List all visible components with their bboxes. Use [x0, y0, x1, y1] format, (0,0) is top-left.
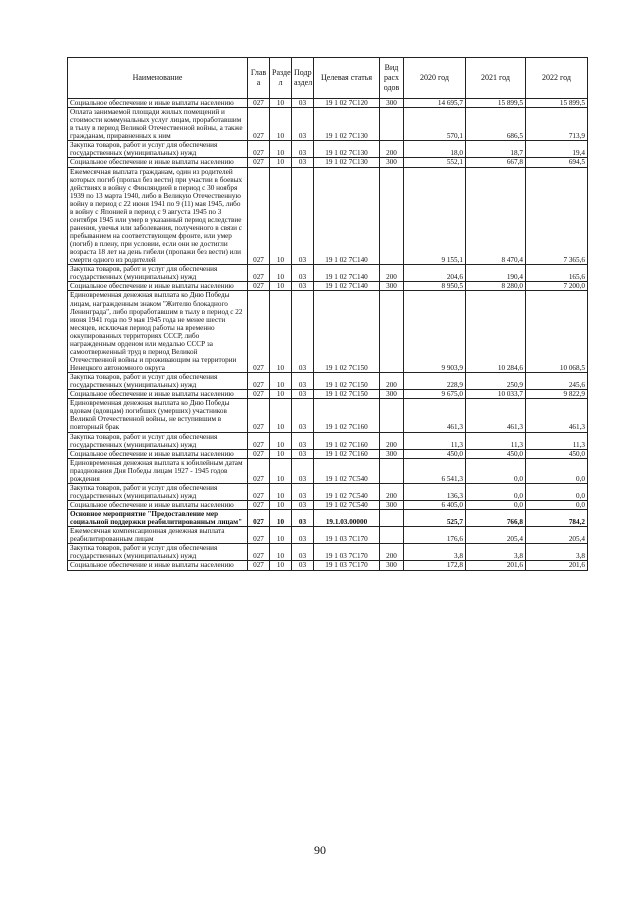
cell-2022: 245,6 [526, 373, 588, 390]
cell-name: Единовременная денежная выплата ко Дню Победы вдовам (вдовцам) погибших (умерших) участников Великой Отечественной войны, не вступившим в повторный брак [68, 399, 248, 432]
cell-subsection: 03 [292, 265, 314, 282]
cell-chapter: 027 [248, 527, 270, 544]
cell-2021: 201,6 [466, 561, 526, 570]
cell-chapter: 027 [248, 432, 270, 449]
budget-table [67, 57, 588, 571]
cell-expense-type: 300 [380, 561, 404, 570]
cell-subsection: 03 [292, 141, 314, 158]
cell-name: Ежемесячная выплата гражданам, один из родителей которых погиб (пропал без вести) при участии в боевых действиях в войну с Финляндией в период с 30 ноября 1939 по 13 марта 1940, либо в Великую Отечественную войну в период с 22 июня 1941 по 9 (11) мая 1945, либо в войну с Японией в период с 9 августа 1945 по 3 сентября 1945 или умер в указанный период вследствие ранения, увечья или заболевания, полученного в связи с пребыванием на соответствующем фронте, или умер (погиб) в плену, при условии, если они не достигли возраста 18 лет на день гибели (пропажи без вести) или смерти одного из родителей [68, 167, 248, 265]
cell-section: 10 [270, 99, 292, 108]
table-row [68, 399, 588, 432]
cell-target: 19 1 02 7С150 [314, 390, 380, 399]
cell-2022: 450,0 [526, 449, 588, 458]
cell-name: Социальное обеспечение и иные выплаты населению [68, 561, 248, 570]
cell-subsection: 03 [292, 291, 314, 373]
table-row [68, 544, 588, 561]
cell-target: 19 1 02 7С140 [314, 167, 380, 265]
header-section: Разде л [270, 58, 292, 99]
cell-2022: 7 365,6 [526, 167, 588, 265]
cell-2022: 0,0 [526, 483, 588, 500]
cell-subsection: 03 [292, 432, 314, 449]
cell-2020: 461,3 [404, 399, 466, 432]
cell-chapter: 027 [248, 158, 270, 167]
cell-subsection: 03 [292, 561, 314, 570]
cell-name: Социальное обеспечение и иные выплаты населению [68, 99, 248, 108]
cell-section: 10 [270, 458, 292, 483]
table-row [68, 458, 588, 483]
cell-2020: 9 903,9 [404, 291, 466, 373]
cell-target: 19 1 02 7С130 [314, 158, 380, 167]
cell-2022: 10 068,5 [526, 291, 588, 373]
cell-2021: 3,8 [466, 544, 526, 561]
cell-expense-type [380, 510, 404, 527]
table-row [68, 390, 588, 399]
cell-section: 10 [270, 158, 292, 167]
cell-2022: 784,2 [526, 510, 588, 527]
cell-chapter: 027 [248, 510, 270, 527]
cell-name: Закупка товаров, работ и услуг для обеспечения государственных (муниципальных) нужд [68, 373, 248, 390]
cell-target: 19 1 02 7С540 [314, 458, 380, 483]
header-2020: 2020 год [404, 58, 466, 99]
table-row [68, 265, 588, 282]
cell-2021: 15 899,5 [466, 99, 526, 108]
cell-chapter: 027 [248, 390, 270, 399]
cell-name: Социальное обеспечение и иные выплаты населению [68, 158, 248, 167]
cell-expense-type: 300 [380, 449, 404, 458]
cell-subsection: 03 [292, 373, 314, 390]
cell-subsection: 03 [292, 501, 314, 510]
cell-2020: 450,0 [404, 449, 466, 458]
cell-name: Социальное обеспечение и иные выплаты населению [68, 390, 248, 399]
cell-target: 19 1 02 7С130 [314, 108, 380, 141]
cell-expense-type: 200 [380, 265, 404, 282]
cell-expense-type: 300 [380, 282, 404, 291]
cell-2020: 552,1 [404, 158, 466, 167]
cell-expense-type: 200 [380, 483, 404, 500]
cell-2022: 713,9 [526, 108, 588, 141]
cell-expense-type [380, 291, 404, 373]
cell-section: 10 [270, 544, 292, 561]
cell-subsection: 03 [292, 108, 314, 141]
cell-chapter: 027 [248, 141, 270, 158]
cell-chapter: 027 [248, 483, 270, 500]
cell-name: Закупка товаров, работ и услуг для обеспечения государственных (муниципальных) нужд [68, 483, 248, 500]
cell-target: 19 1 03 7С170 [314, 544, 380, 561]
cell-subsection: 03 [292, 544, 314, 561]
cell-2021: 190,4 [466, 265, 526, 282]
cell-subsection: 03 [292, 158, 314, 167]
cell-2021: 766,8 [466, 510, 526, 527]
cell-2020: 570,1 [404, 108, 466, 141]
cell-2020: 228,9 [404, 373, 466, 390]
cell-2022: 201,6 [526, 561, 588, 570]
cell-2021: 667,8 [466, 158, 526, 167]
cell-name: Единовременная денежная выплата к юбилейным датам празднования Дня Победы лицам 1927 - 1945 годов рождения [68, 458, 248, 483]
cell-section: 10 [270, 141, 292, 158]
cell-chapter: 027 [248, 501, 270, 510]
cell-expense-type [380, 399, 404, 432]
cell-2020: 11,3 [404, 432, 466, 449]
cell-2022: 694,5 [526, 158, 588, 167]
cell-subsection: 03 [292, 99, 314, 108]
cell-2021: 8 470,4 [466, 167, 526, 265]
cell-chapter: 027 [248, 265, 270, 282]
cell-2020: 6 541,3 [404, 458, 466, 483]
cell-name: Закупка товаров, работ и услуг для обеспечения государственных (муниципальных) нужд [68, 544, 248, 561]
table-row [68, 527, 588, 544]
table-row [68, 501, 588, 510]
cell-2020: 9 675,0 [404, 390, 466, 399]
cell-chapter: 027 [248, 291, 270, 373]
cell-section: 10 [270, 399, 292, 432]
cell-chapter: 027 [248, 399, 270, 432]
cell-expense-type: 200 [380, 432, 404, 449]
cell-2020: 14 695,7 [404, 99, 466, 108]
cell-expense-type: 200 [380, 373, 404, 390]
cell-section: 10 [270, 527, 292, 544]
cell-target: 19 1 02 7С160 [314, 449, 380, 458]
cell-target: 19.1.03.00000 [314, 510, 380, 527]
cell-subsection: 03 [292, 390, 314, 399]
cell-subsection: 03 [292, 527, 314, 544]
cell-section: 10 [270, 449, 292, 458]
table-row [68, 373, 588, 390]
header-target: Целевая статья [314, 58, 380, 99]
cell-name: Основное мероприятие "Предоставление мер социальной поддержки реабилитированным лицам" [68, 510, 248, 527]
cell-2020: 172,8 [404, 561, 466, 570]
cell-expense-type: 300 [380, 390, 404, 399]
cell-2022: 0,0 [526, 458, 588, 483]
cell-subsection: 03 [292, 449, 314, 458]
cell-section: 10 [270, 265, 292, 282]
cell-target: 19 1 02 7С150 [314, 291, 380, 373]
table-row [68, 158, 588, 167]
cell-subsection: 03 [292, 399, 314, 432]
cell-expense-type: 300 [380, 158, 404, 167]
cell-expense-type: 200 [380, 141, 404, 158]
cell-chapter: 027 [248, 167, 270, 265]
page-number: 90 [314, 843, 326, 857]
cell-2020: 9 155,1 [404, 167, 466, 265]
cell-2022: 9 822,9 [526, 390, 588, 399]
cell-2021: 0,0 [466, 458, 526, 483]
cell-name: Социальное обеспечение и иные выплаты населению [68, 282, 248, 291]
cell-section: 10 [270, 167, 292, 265]
cell-expense-type: 300 [380, 501, 404, 510]
cell-section: 10 [270, 282, 292, 291]
table-row [68, 167, 588, 265]
cell-expense-type: 300 [380, 99, 404, 108]
cell-2021: 250,9 [466, 373, 526, 390]
header-name: Наименование [68, 58, 248, 99]
cell-name: Закупка товаров, работ и услуг для обеспечения государственных (муниципальных) нужд [68, 432, 248, 449]
table-row [68, 483, 588, 500]
cell-2021: 461,3 [466, 399, 526, 432]
header-expense-type: Вид расх одов [380, 58, 404, 99]
cell-2021: 0,0 [466, 483, 526, 500]
cell-name: Социальное обеспечение и иные выплаты населению [68, 449, 248, 458]
cell-name: Закупка товаров, работ и услуг для обеспечения государственных (муниципальных) нужд [68, 141, 248, 158]
cell-2020: 6 405,0 [404, 501, 466, 510]
cell-target: 19 1 02 7С160 [314, 399, 380, 432]
cell-2021: 11,3 [466, 432, 526, 449]
cell-chapter: 027 [248, 282, 270, 291]
cell-chapter: 027 [248, 373, 270, 390]
cell-2022: 19,4 [526, 141, 588, 158]
cell-target: 19 1 02 7С120 [314, 99, 380, 108]
cell-expense-type [380, 527, 404, 544]
cell-section: 10 [270, 561, 292, 570]
cell-2022: 7 200,0 [526, 282, 588, 291]
cell-chapter: 027 [248, 99, 270, 108]
cell-section: 10 [270, 108, 292, 141]
table-row [68, 282, 588, 291]
cell-2022: 0,0 [526, 501, 588, 510]
cell-chapter: 027 [248, 561, 270, 570]
cell-2021: 205,4 [466, 527, 526, 544]
cell-2022: 461,3 [526, 399, 588, 432]
cell-2022: 15 899,5 [526, 99, 588, 108]
header-row [68, 58, 588, 99]
cell-2020: 3,8 [404, 544, 466, 561]
cell-target: 19 1 02 7С140 [314, 265, 380, 282]
header-subsection: Подр аздел [292, 58, 314, 99]
cell-section: 10 [270, 373, 292, 390]
cell-target: 19 1 02 7С130 [314, 141, 380, 158]
cell-expense-type: 200 [380, 544, 404, 561]
cell-section: 10 [270, 510, 292, 527]
header-2022: 2022 год [526, 58, 588, 99]
cell-chapter: 027 [248, 458, 270, 483]
cell-name: Единовременная денежная выплата ко Дню Победы лицам, награжденным знаком "Жителю блокадного Ленинграда", либо проработавшим в тылу в период с 22 июня 1941 года по 9 мая 1945 года не менее шести месяцев, исключая период работы на временно оккупированных территориях СССР, либо награжденным орденом или медалью СССР за самоотверженный труд в период Великой Отечественной войны и проживающим на территории Ненецкого автономного округа [68, 291, 248, 373]
cell-2020: 18,0 [404, 141, 466, 158]
table-row [68, 510, 588, 527]
cell-2020: 525,7 [404, 510, 466, 527]
cell-section: 10 [270, 390, 292, 399]
cell-chapter: 027 [248, 544, 270, 561]
cell-expense-type [380, 458, 404, 483]
cell-section: 10 [270, 291, 292, 373]
cell-2022: 3,8 [526, 544, 588, 561]
table-row [68, 108, 588, 141]
table-row [68, 141, 588, 158]
cell-subsection: 03 [292, 483, 314, 500]
cell-chapter: 027 [248, 108, 270, 141]
cell-expense-type [380, 167, 404, 265]
table-row [68, 432, 588, 449]
header-2021: 2021 год [466, 58, 526, 99]
cell-target: 19 1 03 7С170 [314, 527, 380, 544]
cell-chapter: 027 [248, 449, 270, 458]
cell-2020: 8 950,5 [404, 282, 466, 291]
table-row [68, 99, 588, 108]
cell-2020: 136,3 [404, 483, 466, 500]
cell-expense-type [380, 108, 404, 141]
cell-subsection: 03 [292, 282, 314, 291]
cell-2021: 686,5 [466, 108, 526, 141]
cell-target: 19 1 02 7С140 [314, 282, 380, 291]
cell-target: 19 1 03 7С170 [314, 561, 380, 570]
cell-section: 10 [270, 483, 292, 500]
cell-name: Закупка товаров, работ и услуг для обеспечения государственных (муниципальных) нужд [68, 265, 248, 282]
cell-2021: 0,0 [466, 501, 526, 510]
cell-2022: 165,6 [526, 265, 588, 282]
table-row [68, 561, 588, 570]
cell-2021: 450,0 [466, 449, 526, 458]
cell-name: Социальное обеспечение и иные выплаты населению [68, 501, 248, 510]
table-row [68, 291, 588, 373]
cell-2020: 204,6 [404, 265, 466, 282]
header-chapter: Глав а [248, 58, 270, 99]
cell-section: 10 [270, 501, 292, 510]
cell-2022: 11,3 [526, 432, 588, 449]
cell-target: 19 1 02 7С160 [314, 432, 380, 449]
cell-target: 19 1 02 7С150 [314, 373, 380, 390]
cell-target: 19 1 02 7С540 [314, 483, 380, 500]
cell-name: Ежемесячная компенсационная денежная выплата реабилитированным лицам [68, 527, 248, 544]
table-row [68, 449, 588, 458]
cell-subsection: 03 [292, 458, 314, 483]
cell-target: 19 1 02 7С540 [314, 501, 380, 510]
cell-2021: 10 284,6 [466, 291, 526, 373]
cell-subsection: 03 [292, 510, 314, 527]
cell-name: Оплата занимаемой площади жилых помещений и стоимости коммунальных услуг лицам, проработавшим в тылу в период Великой Отечественной войны, а также гражданам, приравненных к ним [68, 108, 248, 141]
cell-2021: 10 033,7 [466, 390, 526, 399]
cell-2020: 176,6 [404, 527, 466, 544]
cell-2021: 8 280,0 [466, 282, 526, 291]
cell-subsection: 03 [292, 167, 314, 265]
cell-2022: 205,4 [526, 527, 588, 544]
cell-2021: 18,7 [466, 141, 526, 158]
cell-section: 10 [270, 432, 292, 449]
